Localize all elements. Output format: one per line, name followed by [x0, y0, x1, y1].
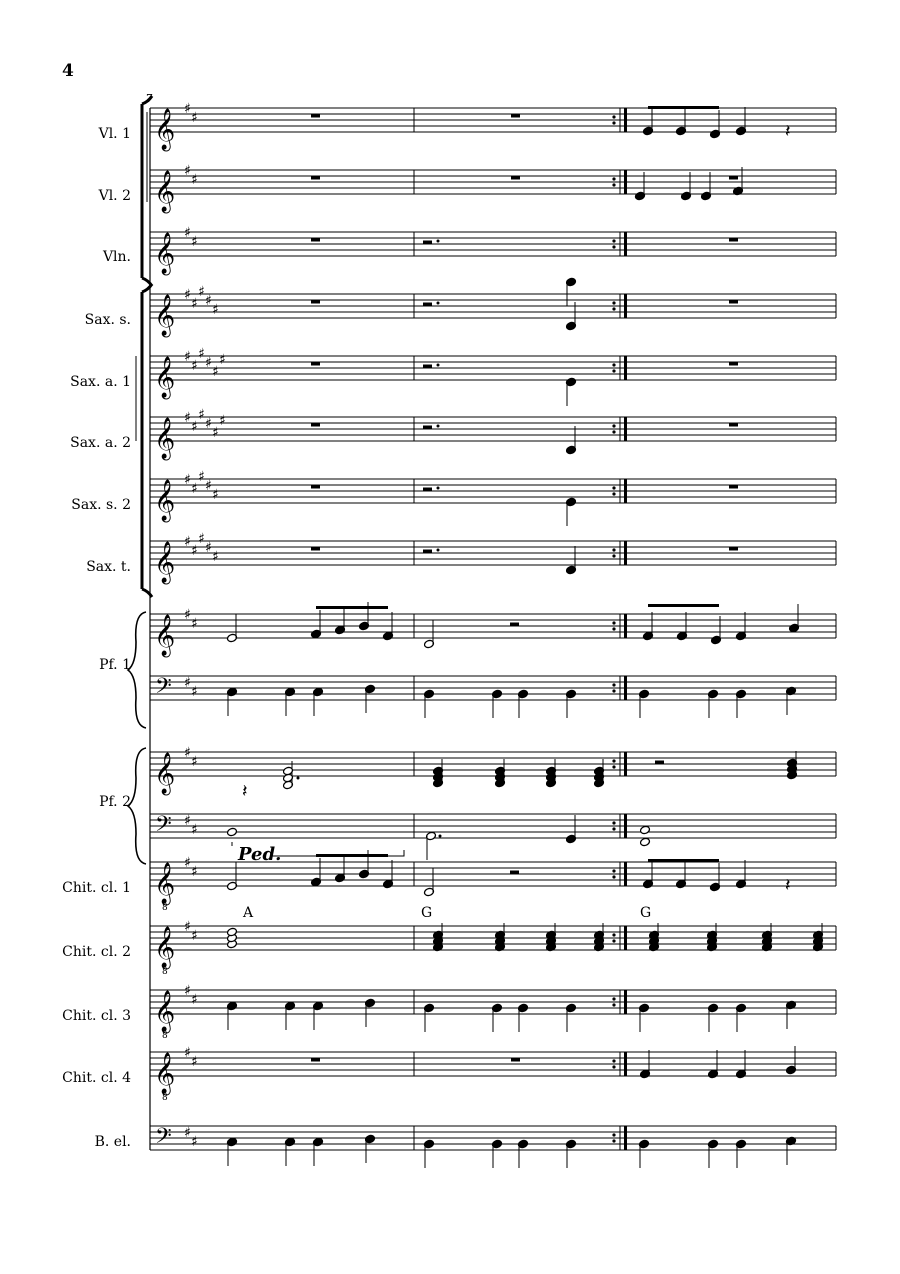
whole-rest: [311, 176, 320, 180]
instrument-label-pf1: Pf. 1: [99, 657, 131, 673]
thick-barline: [624, 232, 627, 256]
sharp-sign-icon: ♯: [191, 172, 198, 188]
pedal-marking: Ped.: [238, 844, 282, 865]
repeat-dot: [612, 239, 615, 242]
instrument-label-chit1: Chit. cl. 1: [62, 880, 131, 896]
whole-rest: [729, 300, 738, 304]
sharp-sign-icon: ♯: [184, 983, 191, 999]
note-head: [227, 827, 238, 837]
sharp-sign-icon: ♯: [198, 346, 205, 362]
augmentation-dot: [437, 487, 440, 490]
sharp-sign-icon: ♯: [219, 352, 226, 368]
repeat-dot: [612, 1139, 615, 1142]
treble-clef-icon: 𝄞: [154, 1053, 176, 1094]
instrument-label-saxs2: Sax. s. 2: [71, 497, 131, 513]
treble-clef-icon: 𝄞: [154, 542, 176, 583]
whole-rest: [311, 362, 320, 366]
bass-clef-icon: 𝄢: [155, 674, 172, 704]
treble-clef-icon: 𝄞: [154, 753, 176, 794]
thick-barline: [624, 990, 627, 1014]
repeat-dot: [612, 121, 615, 124]
whole-rest: [311, 547, 320, 551]
octave-eight-marker: 8: [162, 903, 168, 913]
page-number: 4: [62, 61, 74, 81]
whole-rest: [729, 238, 738, 242]
sharp-sign-icon: ♯: [184, 101, 191, 117]
half-rest: [423, 426, 432, 430]
octave-eight-marker: 8: [162, 1093, 168, 1103]
augmentation-dot: [437, 302, 440, 305]
instrument-label-saxs: Sax. s.: [84, 312, 131, 328]
repeat-dot: [612, 683, 615, 686]
sharp-sign-icon: ♯: [184, 1125, 191, 1141]
repeat-dot: [612, 1065, 615, 1068]
sharp-sign-icon: ♯: [191, 864, 198, 880]
repeat-dot: [612, 548, 615, 551]
sharp-sign-icon: ♯: [184, 919, 191, 935]
treble-clef-icon: 𝄞: [154, 295, 176, 336]
sharp-sign-icon: ♯: [212, 425, 219, 441]
treble-clef-icon: 𝄞: [154, 991, 176, 1032]
half-rest: [423, 550, 432, 554]
treble-clef-icon: 𝄞: [154, 863, 176, 904]
sharp-sign-icon: ♯: [184, 1045, 191, 1061]
whole-rest: [511, 114, 520, 118]
repeat-dot: [612, 486, 615, 489]
sharp-sign-icon: ♯: [191, 110, 198, 126]
sharp-sign-icon: ♯: [205, 416, 212, 432]
sharp-sign-icon: ♯: [191, 296, 198, 312]
half-rest: [655, 761, 664, 765]
treble-clef-icon: 𝄞: [154, 615, 176, 656]
sharp-sign-icon: ♯: [191, 684, 198, 700]
repeat-dot: [612, 821, 615, 824]
repeat-dot: [612, 875, 615, 878]
repeat-dot: [612, 827, 615, 830]
chord-symbol: A: [243, 905, 254, 921]
octave-eight-marker: 8: [162, 967, 168, 977]
octave-eight-marker: 8: [162, 1031, 168, 1041]
repeat-dot: [612, 869, 615, 872]
sharp-sign-icon: ♯: [184, 813, 191, 829]
whole-rest: [311, 1058, 320, 1062]
whole-rest: [311, 300, 320, 304]
thick-barline: [624, 417, 627, 441]
treble-clef-icon: 𝄞: [154, 418, 176, 459]
sharp-sign-icon: ♯: [184, 410, 191, 426]
repeat-dot: [612, 301, 615, 304]
beam: [316, 606, 388, 609]
instrument-label-saxa2: Sax. a. 2: [70, 435, 131, 451]
thick-barline: [624, 1126, 627, 1150]
sharp-sign-icon: ♯: [184, 349, 191, 365]
treble-clef-icon: 𝄞: [154, 109, 176, 150]
bass-clef-icon: 𝄢: [155, 812, 172, 842]
sharp-sign-icon: ♯: [198, 531, 205, 547]
repeat-dot: [612, 492, 615, 495]
thick-barline: [624, 814, 627, 838]
augmentation-dot: [297, 777, 300, 780]
repeat-dot: [612, 939, 615, 942]
whole-rest: [511, 1058, 520, 1062]
sharp-sign-icon: ♯: [184, 675, 191, 691]
treble-clef-icon: 𝄞: [154, 480, 176, 521]
sharp-sign-icon: ♯: [191, 616, 198, 632]
whole-rest: [311, 423, 320, 427]
whole-rest: [511, 176, 520, 180]
half-rest: [423, 241, 432, 245]
repeat-dot: [612, 554, 615, 557]
sharp-sign-icon: ♯: [184, 163, 191, 179]
thick-barline: [624, 541, 627, 565]
whole-rest: [311, 114, 320, 118]
repeat-dot: [612, 177, 615, 180]
augmentation-dot: [437, 240, 440, 243]
sharp-sign-icon: ♯: [191, 234, 198, 250]
instrument-label-vl2: Vl. 2: [98, 188, 131, 204]
sharp-sign-icon: ♯: [198, 407, 205, 423]
thick-barline: [624, 862, 627, 886]
half-rest: [423, 365, 432, 369]
thick-barline: [624, 356, 627, 380]
whole-rest: [311, 238, 320, 242]
sharp-sign-icon: ♯: [191, 1054, 198, 1070]
thick-barline: [624, 752, 627, 776]
sharp-sign-icon: ♯: [198, 284, 205, 300]
instrument-label-saxt: Sax. t.: [86, 559, 131, 575]
whole-rest: [311, 485, 320, 489]
sharp-sign-icon: ♯: [191, 754, 198, 770]
half-rest: [510, 871, 519, 875]
repeat-dot: [612, 627, 615, 630]
treble-clef-icon: 𝄞: [154, 233, 176, 274]
sharp-sign-icon: ♯: [184, 287, 191, 303]
sharp-sign-icon: ♯: [212, 487, 219, 503]
quarter-rest-icon: 𝄽: [785, 121, 791, 142]
repeat-dot: [612, 245, 615, 248]
instrument-label-saxa1: Sax. a. 1: [70, 374, 131, 390]
whole-rest: [729, 176, 738, 180]
repeat-dot: [612, 424, 615, 427]
note-head: [640, 825, 651, 835]
sharp-sign-icon: ♯: [191, 822, 198, 838]
repeat-dot: [612, 1059, 615, 1062]
sharp-sign-icon: ♯: [191, 1134, 198, 1150]
sharp-sign-icon: ♯: [184, 745, 191, 761]
sharp-sign-icon: ♯: [184, 534, 191, 550]
thick-barline: [624, 479, 627, 503]
chord-symbol: G: [640, 905, 652, 921]
instrument-label-vln: Vln.: [102, 249, 131, 265]
beam: [648, 604, 719, 607]
quarter-rest-icon: 𝄽: [242, 781, 248, 802]
sharp-sign-icon: ♯: [191, 358, 198, 374]
sharp-sign-icon: ♯: [205, 540, 212, 556]
repeat-dot: [612, 307, 615, 310]
sharp-sign-icon: ♯: [212, 364, 219, 380]
instrument-label-chit2: Chit. cl. 2: [62, 944, 131, 960]
repeat-dot: [612, 933, 615, 936]
treble-clef-icon: 𝄞: [154, 171, 176, 212]
thick-barline: [624, 1052, 627, 1076]
sharp-sign-icon: ♯: [191, 419, 198, 435]
repeat-dot: [612, 363, 615, 366]
augmentation-dot: [437, 549, 440, 552]
repeat-dot: [612, 115, 615, 118]
quarter-rest-icon: 𝄽: [785, 875, 791, 896]
treble-clef-icon: 𝄞: [154, 357, 176, 398]
thick-barline: [624, 294, 627, 318]
thick-barline: [624, 926, 627, 950]
engraved-notation: [128, 96, 836, 1168]
sharp-sign-icon: ♯: [191, 481, 198, 497]
bass-clef-icon: 𝄢: [155, 1124, 172, 1154]
sharp-sign-icon: ♯: [184, 472, 191, 488]
whole-rest: [729, 485, 738, 489]
instrument-label-vl1: Vl. 1: [98, 126, 131, 142]
repeat-dot: [612, 1003, 615, 1006]
repeat-dot: [612, 369, 615, 372]
repeat-dot: [612, 621, 615, 624]
instrument-label-chit3: Chit. cl. 3: [62, 1008, 131, 1024]
treble-clef-icon: 𝄞: [154, 927, 176, 968]
sharp-sign-icon: ♯: [219, 413, 226, 429]
sharp-sign-icon: ♯: [184, 855, 191, 871]
thick-barline: [624, 614, 627, 638]
augmentation-dot: [439, 835, 442, 838]
sharp-sign-icon: ♯: [205, 293, 212, 309]
beam: [648, 106, 719, 109]
repeat-dot: [612, 765, 615, 768]
sharp-sign-icon: ♯: [191, 543, 198, 559]
repeat-dot: [612, 430, 615, 433]
sharp-sign-icon: ♯: [212, 302, 219, 318]
repeat-dot: [612, 183, 615, 186]
note-head: [640, 837, 651, 847]
sharp-sign-icon: ♯: [191, 992, 198, 1008]
thick-barline: [624, 108, 627, 132]
augmentation-dot: [437, 425, 440, 428]
instrument-label-chit4: Chit. cl. 4: [62, 1070, 131, 1086]
measure-number: 7: [146, 92, 153, 105]
repeat-dot: [612, 997, 615, 1000]
thick-barline: [624, 170, 627, 194]
half-rest: [423, 488, 432, 492]
instrument-label-pf2: Pf. 2: [99, 794, 131, 810]
beam: [648, 859, 719, 862]
repeat-dot: [612, 1133, 615, 1136]
half-rest: [423, 303, 432, 307]
sharp-sign-icon: ♯: [191, 928, 198, 944]
chord-symbol: G: [421, 905, 433, 921]
repeat-dot: [612, 689, 615, 692]
repeat-dot: [612, 759, 615, 762]
whole-rest: [729, 362, 738, 366]
sharp-sign-icon: ♯: [184, 225, 191, 241]
sharp-sign-icon: ♯: [205, 355, 212, 371]
sharp-sign-icon: ♯: [198, 469, 205, 485]
beam: [316, 854, 388, 857]
half-rest: [510, 623, 519, 627]
augmentation-dot: [437, 364, 440, 367]
thick-barline: [624, 676, 627, 700]
whole-rest: [729, 423, 738, 427]
sharp-sign-icon: ♯: [205, 478, 212, 494]
sharp-sign-icon: ♯: [184, 607, 191, 623]
instrument-label-bel: B. el.: [94, 1134, 131, 1150]
sharp-sign-icon: ♯: [212, 549, 219, 565]
whole-rest: [729, 547, 738, 551]
